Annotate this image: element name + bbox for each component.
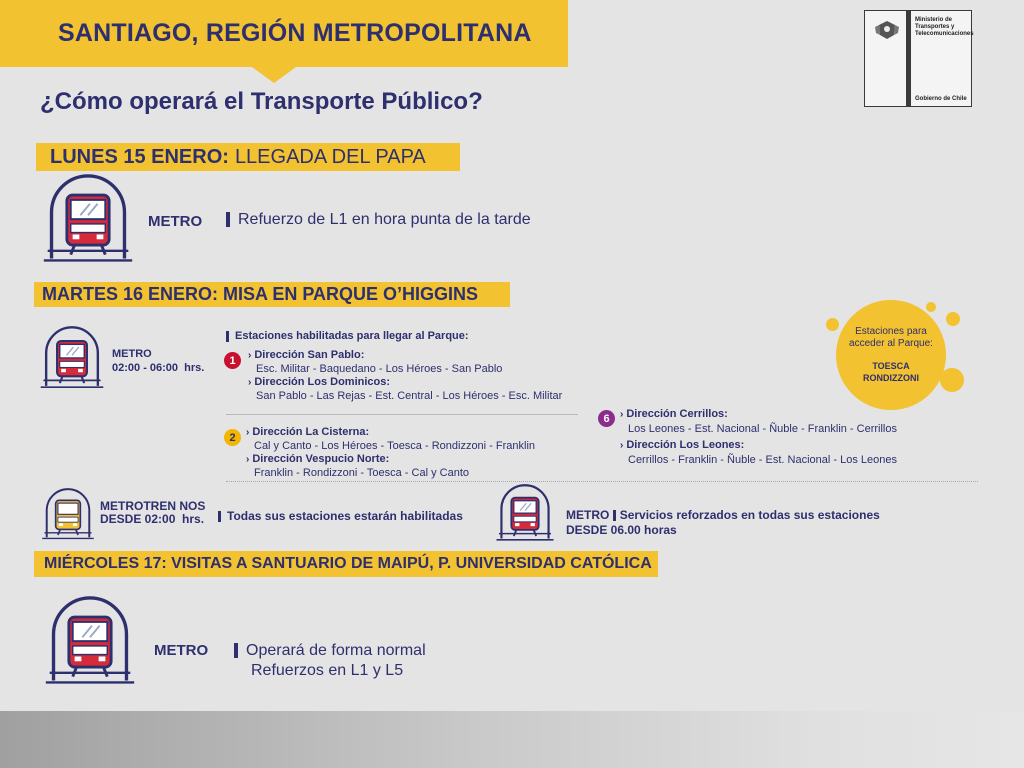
metrotren-unit: hrs. — [182, 512, 205, 526]
martes-metro-time: 02:00 - 06:00 — [112, 362, 179, 374]
metrotren-time: DESDE 02:00 — [100, 512, 176, 526]
divider-line — [226, 414, 578, 415]
metro-train-icon — [38, 326, 106, 394]
metro-refuerzo-text: Servicios reforzados en todas sus estaciones — [619, 508, 880, 522]
miercoles-mode: METRO — [154, 642, 209, 659]
gov-name: Gobierno de Chile — [915, 96, 967, 102]
line6-dir2-stations: Cerrillos - Franklin - Ñuble - Est. Nacional - Los Leones — [628, 454, 897, 466]
metrotren-mode: METROTREN NOS — [100, 499, 206, 513]
martes-metro-block — [112, 347, 204, 375]
metro-train-icon — [40, 174, 136, 270]
footer-gradient — [0, 711, 1024, 768]
line1-dir1-stations: Esc. Militar - Baquedano - Los Héroes - San Pablo — [256, 362, 503, 375]
line2-dir1-stations: Cal y Canto - Los Héroes - Toesca - Rondizzoni - Franklin — [254, 439, 536, 452]
martes-metro-unit: hrs. — [184, 362, 205, 374]
line2-badge: 2 — [224, 429, 241, 446]
section-lunes — [36, 143, 460, 171]
gov-logo — [864, 10, 972, 107]
metro-train-icon — [42, 596, 138, 692]
region-title: SANTIAGO, REGIÓN METROPOLITANA — [58, 19, 532, 47]
metrotren-block — [100, 500, 205, 526]
martes-metro-mode: METRO — [112, 348, 152, 360]
metrotren-text: Todas sus estaciones estarán habilitadas — [227, 509, 463, 523]
page-subtitle: ¿Cómo operará el Transporte Público? — [40, 88, 483, 115]
miercoles-info — [234, 641, 426, 681]
line6-badge: 6 — [598, 410, 615, 427]
metro-refuerzo-mode: METRO — [566, 508, 610, 522]
line6-block: › Dirección Cerrillos: Los Leones - Est. Nacional - Ñuble - Franklin - Cerrillos › Dirección Los Leones: Cerrillos - Franklin - Ñuble - Est. Nacional - Los Leones — [620, 408, 897, 466]
line1-dir2: Dirección Los Dominicos: — [254, 376, 391, 388]
lunes-title-bold: LUNES 15 ENERO: — [50, 145, 229, 168]
decor-dot — [926, 302, 936, 312]
stations-heading-row — [226, 330, 469, 342]
line2-dir1: Dirección La Cisterna: — [252, 426, 370, 438]
lunes-text: Refuerzo de L1 en hora punta de la tarde — [238, 211, 531, 228]
stations-heading: Estaciones habilitadas para llegar al Parque: — [235, 330, 469, 342]
decor-dot — [946, 312, 960, 326]
dotted-divider — [226, 481, 978, 482]
line1-badge: 1 — [224, 352, 241, 369]
miercoles-text2: Refuerzos en L1 y L5 — [251, 662, 404, 679]
circle-line1: Estaciones para — [855, 326, 927, 337]
line2-dir2-stations: Franklin - Rondizzoni - Toesca - Cal y Canto — [254, 466, 469, 479]
metrotren-icon — [40, 488, 96, 544]
circle-line2: acceder al Parque: — [849, 338, 933, 349]
metrotren-info — [218, 509, 463, 523]
section-martes: MARTES 16 ENERO: MISA EN PARQUE O’HIGGINS — [34, 282, 510, 307]
line1-dir2-stations: San Pablo - Las Rejas - Est. Central - Los Héroes - Esc. Militar — [256, 389, 563, 402]
region-banner — [0, 0, 568, 67]
miercoles-text1: Operará de forma normal — [246, 642, 426, 659]
line6-dir1: Dirección Cerrillos: — [626, 408, 728, 420]
ministry-name: Ministerio de Transportes y Telecomunicaciones — [915, 17, 974, 37]
metro-refuerzo-time: DESDE 06.00 horas — [566, 523, 677, 537]
lunes-title-light: LLEGADA DEL PAPA — [234, 145, 426, 168]
lunes-mode: METRO — [148, 213, 203, 230]
line6-dir1-stations: Los Leones - Est. Nacional - Ñuble - Franklin - Cerrillos — [628, 423, 897, 435]
metro-refuerzo-block — [566, 508, 880, 538]
decor-dot — [940, 368, 964, 392]
circle-station1: TOESCA — [872, 361, 910, 371]
circle-station2: RONDIZZONI — [863, 373, 919, 383]
line6-dir2: Dirección Los Leones: — [626, 439, 745, 451]
metro-train-icon — [494, 484, 556, 546]
lunes-info — [226, 211, 531, 229]
line2-block: › Dirección La Cisterna: Cal y Canto - Los Héroes - Toesca - Rondizzoni - Franklin › Dirección Vespucio Norte: Franklin - Rondizzoni - Toesca - Cal y Canto — [246, 426, 536, 479]
line2-dir2: Dirección Vespucio Norte: — [252, 453, 390, 465]
park-access-circle — [836, 300, 946, 410]
banner-notch — [252, 67, 296, 83]
line1-dir1: Dirección San Pablo: — [254, 349, 365, 361]
section-miercoles: MIÉRCOLES 17: VISITAS A SANTUARIO DE MAIPÚ, P. UNIVERSIDAD CATÓLICA — [34, 551, 658, 577]
decor-dot — [826, 318, 839, 331]
line1-block: › Dirección San Pablo: Esc. Militar - Baquedano - Los Héroes - San Pablo › Dirección Los Dominicos: San Pablo - Las Rejas - Est. Central - Los Héroes - Esc. Militar — [248, 349, 563, 402]
chile-coat-of-arms-icon — [873, 17, 901, 43]
